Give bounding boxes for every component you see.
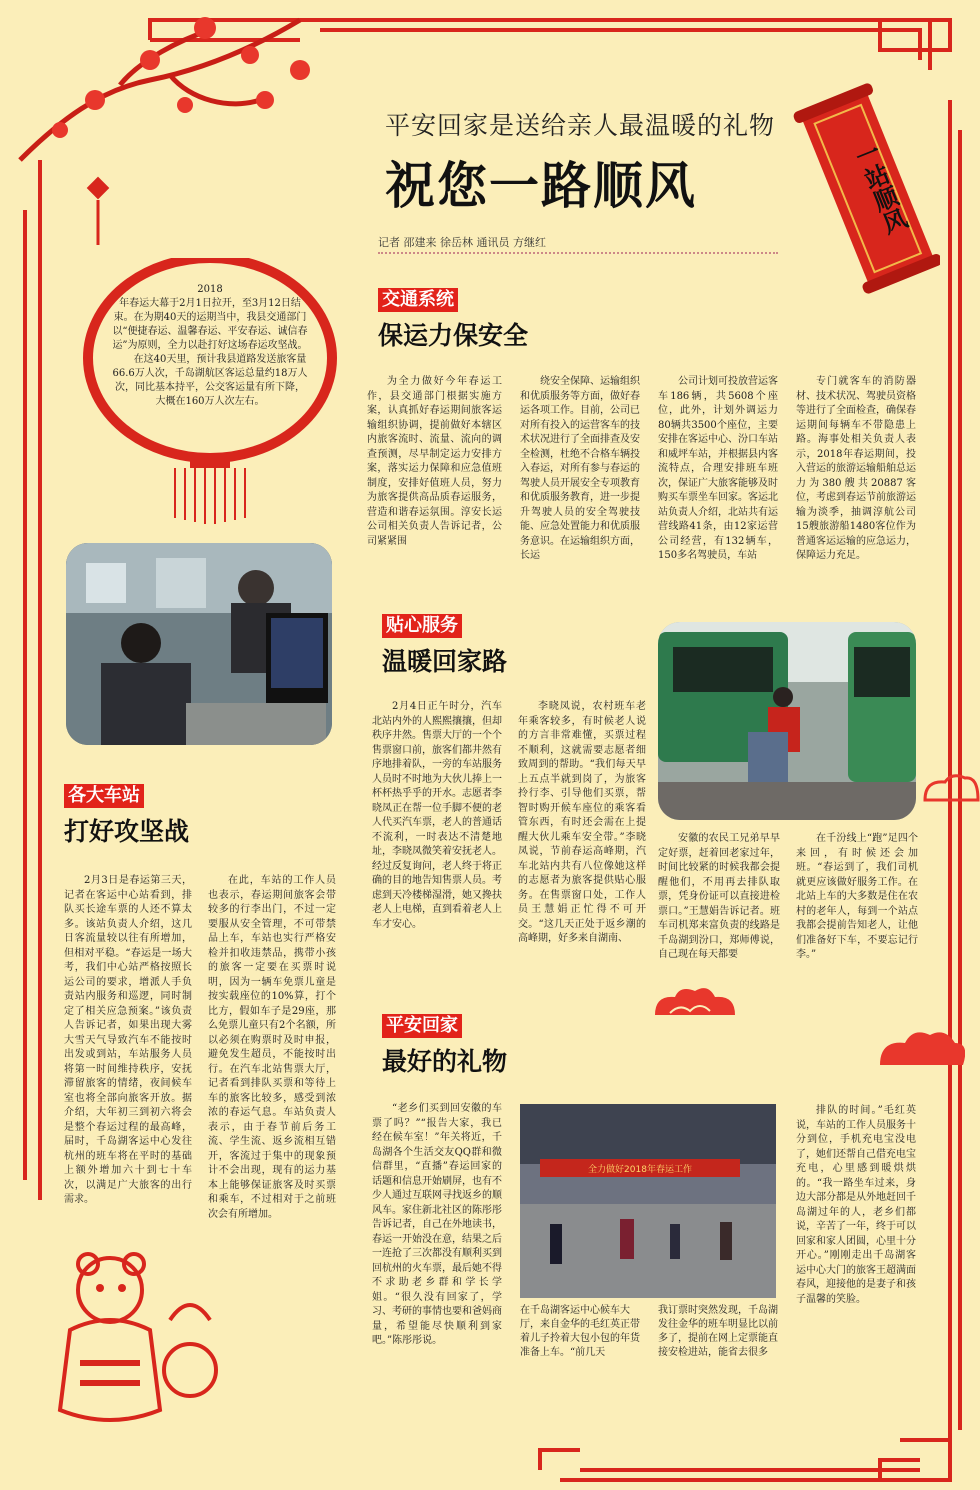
section-title-safe: 最好的礼物 — [382, 1047, 508, 1076]
headline-title: 祝您一路顺风 — [385, 157, 697, 215]
photo-station-hall-art — [520, 1104, 776, 1298]
cloud-icon — [650, 985, 740, 1025]
safe-col-1: “老乡们买到回安徽的车票了吗？”“报告大家，我已经在候车室！”年关将近，千岛湖各个生活交友QQ群和微信群里，“直播”春运回家的话题和信息开始刷屏，也有不少人通过互联网寻找返乡的顺风车。家住新北社区的陈彤彤告诉记者，自己在外地读书，春运一开始没在意，结果之后一连抢了三次都没有顺利买到回杭州的火车票，最后她不得不求助老乡群和学长学姐。“很久没有回家了，学习、考研的事情也要和爸妈商量，希望能尽快顺利到家吧。”陈彤彤说。 — [372, 1103, 502, 1346]
byline: 记者 邵建来 徐岳林 通讯员 方继红 — [378, 236, 546, 249]
photo-ticket-window-art — [66, 543, 332, 745]
section-tag-service: 贴心服务 — [382, 614, 462, 638]
section-title-traffic: 保运力保安全 — [378, 321, 529, 350]
traffic-col-2: 绕安全保障、运输组织和优质服务等方面，做好春运各项工作。目前，公司已对所有投入的运营客车的技术状况进行了全面排查及安全检测，杜绝不合格车辆投入春运，对所有参与春运的驾驶人员开展安全专项教育和优质服务教育，进一步提升驾驶人员的安全驾驶技能、应急处置能力和优质服务意识。在运输组织方面，长运 — [520, 376, 640, 561]
headline-subtitle: 平安回家是送给亲人最温暖的礼物 — [385, 111, 776, 140]
service-col-3: 安徽的农民工兄弟早早定好票，赶着回老家过年，时间比较紧的时候我都会提醒他们，不用再去排队取票，凭身份证可以直接进检票口。”王慧娟告诉记者。班车司机郑来富负责的线路是千岛湖到汾口，郑师傅说，自己现在每天都要 — [658, 833, 780, 960]
cloud-icon-right — [875, 1025, 965, 1075]
photo-ticket-window — [66, 543, 332, 745]
photo-station-hall — [520, 1104, 776, 1298]
lantern-year: 2018 — [197, 284, 223, 295]
section-tag-safe: 平安回家 — [382, 1014, 462, 1038]
stations-col-1: 2月3日是春运第三天，记者在客运中心站看到，排队买长途车票的人还不算太多。该站负责人介绍，这几日客流量较以往有所增加，但相对平稳。“春运是一场大考，我们中心站严格按照长运公司的要求，增派人手负责站内服务和巡逻，同时制定了相关应急预案。”该负责人告诉记者，如果出现大雾大雪天气导致汽车不能按时出发或到站，车站服务人员将第一时间维持秩序，安抚滞留旅客的情绪，夜间候车室也将全部向旅客开放。据介绍，大年初三到初六将会是整个春运过程的最高峰，届时，千岛湖客运中心发往杭州的班车将在平时的基础上额外增加六十到七十车次，以满足广大旅客的出行需求。 — [64, 875, 192, 1205]
stations-col-2: 在此，车站的工作人员也表示，春运期间旅客会带较多的行李出门，不过一定要服从安全管理，不可带禁品上车，车站也实行严格安检并扣收违禁品，携带小孩的旅客一定要在买票时说明，因为一辆车免票儿童是按实载座位的10%算，打个比方，假如车子是29座，那么免票儿童只有2个名额，所以必须在购票时及时申报，避免发生超员，不能按时出行。在汽车北站售票大厅，记者看到排队买票和等待上车的旅客比较多，感受到浓浓的春运气息。车站负责人表示，由于春节前后务工流、学生流、返乡流相互错开，客流过于集中的现象预计不会出现，现有的运力基本上能够保证旅客及时买票和乘车，不过相对于之前班次会有所增加。 — [208, 875, 336, 1220]
plum-blossom-icon — [0, 0, 360, 200]
section-title-service: 温暖回家路 — [382, 647, 508, 676]
traffic-col-4: 专门就客车的消防器材、技术状况、驾驶员资格等进行了全面检查，确保春运期间每辆车不带隐患上路。海事处相关负责人表示，2018年春运期间，投入营运的旅游运输船舶总运力为380艘共20887客位，考虑到春运节前旅游运输为淡季，抽调淳航公司15艘旅游船1480客位作为普通客运运输的应急运力，保障运力充足。 — [796, 376, 916, 561]
cloud-icon-edge — [920, 770, 980, 810]
traffic-col-3: 公司计划可投放营运客车186辆，共5608个座位，此外，计划外调运力80辆共3500个座位，主要安排在客运中心、汾口车站和威坪车站，并根据县内客流特点，合理安排班车班次，保证广大旅客能够及时购买车票坐车回家。客运北站负责人介绍，北站共有运营线路41条，由12家运营公司经营，有132辆车，150多名驾驶员，车站 — [658, 376, 778, 561]
service-col-2: 李晓凤说，农村班车老年乘客较多，有时候老人说的方言非常难懂，买票过程不顺利，这就需要志愿者细致周到的帮助。“我们每天早上五点半就到岗了，为旅客拎行李、引导他们买票，帮智时购开候车座位的乘客看管东西，有时还会需在上提醒大伙儿乘车安全带。”李晓凤说，节前春运高峰期，汽车北站内共有八位像她这样的志愿者为旅客提供贴心服务。在售票窗口处，工作人员王慧娟正忙得不可开交。“这几天正处于返乡潮的高峰期，好多来自湖南、 — [518, 701, 646, 944]
dotted-divider — [378, 252, 778, 254]
lantern-line-2: 在这40天里，预计我县道路发送旅客量66.6万人次，千岛湖航区客运总量约18万人次，同比基本持平，公交客运量有所下降，大概在160万人次左右。 — [112, 354, 308, 407]
traffic-col-1: 为全力做好今年春运工作，县交通部门根据实施方案，认真抓好春运期间旅客运输组织协调，提前做好本辖区内旅客流时、流量、流向的调查预测，尽早制定运力安排方案，落实运力保障和应急值班制度，安排好值班人员，努力为旅客提供高品质春运服务，营造和谐春运氛围。淳安长运公司相关负责人告诉记者，公司紧紧围 — [367, 376, 502, 547]
photo-caption-left: 在千岛湖客运中心候车大厅，来自金华的毛红英正带着儿子拎着大包小包的年货准备上车。“前几天 — [520, 1305, 640, 1358]
photo-caption-right: 我订票时突然发现，千岛湖发往金华的班车明显比以前多了，提前在网上定票能直接安检进站，能省去很多 — [658, 1305, 778, 1358]
service-col-4: 在千汾线上“跑”足四个来回，有时候还会加班。“春运到了，我们司机就更应该做好服务工作。在北站上车的大多数是住在农村的老年人，每到一个站点我都会提前告知老人，让他们准备好下车，不要忘记行李。” — [796, 833, 918, 960]
lantern-text — [112, 283, 308, 409]
safe-col-4: 排队的时间。”毛红英说，车站的工作人员服务十分到位，手机充电宝没电了，她们还帮自己借充电宝充电，心里感到暖烘烘的。“我一路坐车过来，身边大部分都是从外地赶回千岛湖过年的人，老乡们都说，辛苦了一年，终于可以回家和家人团圆，心里十分开心。”刚刚走出千岛湖客运中心大门的旅客王超满面春风，迎接他的是妻子和孩子温馨的笑脸。 — [796, 1105, 916, 1305]
section-tag-stations: 各大车站 — [64, 784, 144, 808]
photo-bus-volunteer-art — [658, 622, 916, 820]
lantern-line-1: 年春运大幕于2月1日拉开，至3月12日结束。在为期40天的运期当中，我县交通部门以“便捷春运、温馨春运、平安春运、诚信春运”为原则，全力以赴打好这场春运攻坚战。 — [112, 298, 308, 351]
photo-bus-volunteer — [658, 622, 916, 820]
section-title-stations: 打好攻坚战 — [64, 817, 190, 846]
section-tag-traffic: 交通系统 — [378, 288, 458, 312]
tiger-icon — [40, 1250, 240, 1450]
service-col-1: 2月4日正午时分，汽车北站内外的人熙熙攘攘，但却秩序井然。售票大厅的一个个售票窗口前，旅客们都井然有序地排着队，一旁的车站服务人员时不时地为大伙儿捧上一杯杯热乎乎的开水。志愿者李晓凤正在帮一位手脚不便的老人代买汽车票，老人的普通话不流利，一时表达不清楚地址，李晓凤微笑着安抚老人。经过反复询问，老人终于将正确的目的地告知售票人员。考虑到天冷楼梯湿滑，她又搀扶老人上电梯，直到看着老人上车才安心。 — [372, 701, 502, 930]
photo-banner-text: 全力做好2018年春运工作 — [588, 1165, 692, 1175]
scroll-text: 一站顺风 — [848, 138, 910, 238]
chinese-knot-icon — [78, 170, 118, 250]
